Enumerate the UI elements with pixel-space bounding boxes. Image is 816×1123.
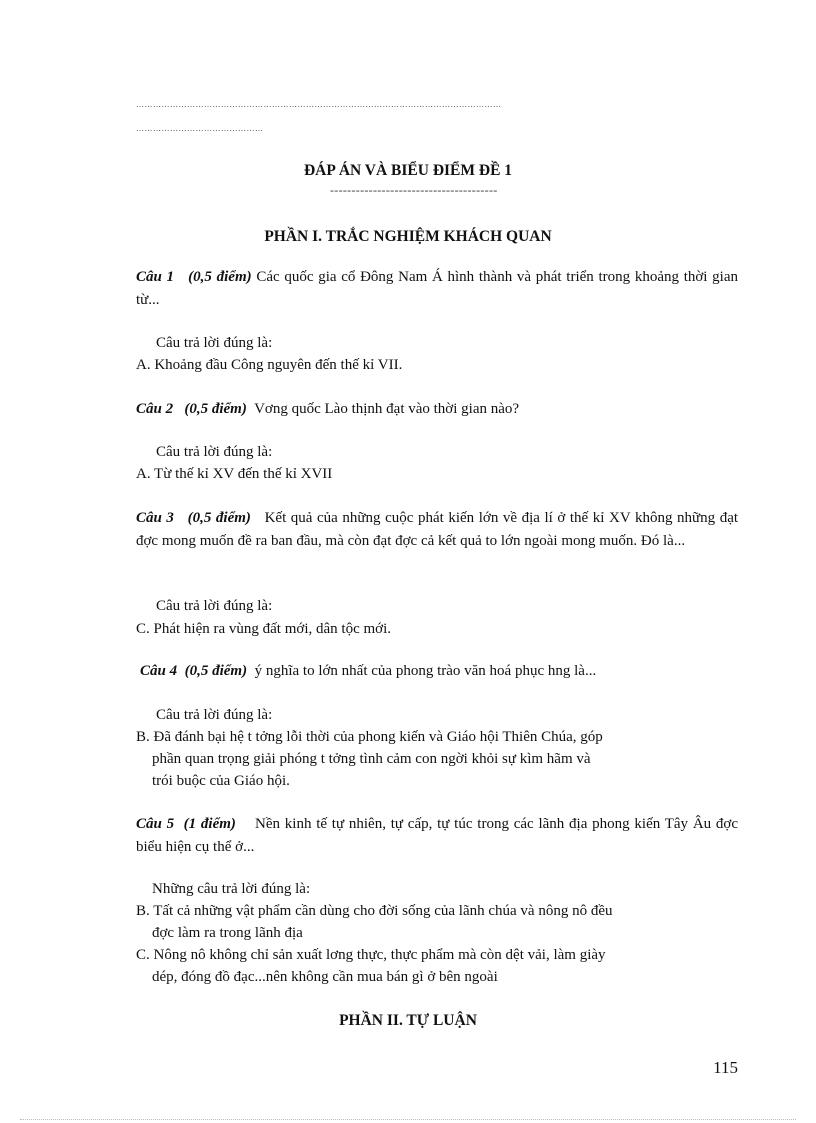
question-label: Câu 1 bbox=[136, 269, 175, 285]
answer-line: C. Nông nô không chỉ sản xuất lơng thực, thực phẩm mà còn dệt vải, làm giày bbox=[136, 947, 606, 963]
question-text: Vơng quốc Lào thịnh đạt vào thời gian nào? bbox=[254, 401, 520, 417]
part-2-heading: PHẦN II. TỰ LUẬN bbox=[339, 1012, 477, 1029]
question-label: Câu 4 bbox=[140, 663, 178, 679]
answer-line: B. Tất cả những vật phẩm cần dùng cho đời sống của lãnh chúa và nông nô đều bbox=[136, 903, 613, 919]
question-5 bbox=[136, 813, 738, 859]
question-label: Câu 3 bbox=[136, 510, 174, 526]
question-text: ý nghĩa to lớn nhất của phong trào văn hoá phục hng là... bbox=[254, 663, 597, 679]
question-points: (1 điểm) bbox=[183, 816, 236, 832]
answer-label: Câu trả lời đúng là: bbox=[156, 335, 273, 351]
answer-key-title: ĐÁP ÁN VÀ BIỂU ĐIỂM ĐỀ 1 bbox=[303, 162, 513, 179]
answer-line: A. Từ thế kỉ XV đến thế kỉ XVII bbox=[136, 466, 333, 482]
answer-line: phần quan trọng giải phóng t tởng tình cảm con ngời khỏi sự kìm hãm và bbox=[152, 751, 591, 767]
answer-label: Những câu trả lời đúng là: bbox=[152, 881, 311, 897]
question-label: Câu 2 bbox=[136, 401, 174, 417]
question-3 bbox=[136, 507, 738, 553]
question-points: (0,5 điểm) bbox=[184, 401, 247, 417]
page-number: 115 bbox=[713, 1058, 738, 1077]
question-points: (0,5 điểm) bbox=[187, 510, 251, 526]
answer-label: Câu trả lời đúng là: bbox=[156, 598, 273, 614]
question-label: Câu 5 bbox=[136, 816, 175, 832]
question-points: (0,5 điểm) bbox=[184, 663, 248, 679]
answer-line: dép, đóng đồ đạc...nên không cần mua bán gì ở bên ngoài bbox=[152, 969, 498, 985]
part-1-heading: PHẦN I. TRẮC NGHIỆM KHÁCH QUAN bbox=[264, 228, 552, 245]
question-points: (0,5 điểm) bbox=[188, 269, 252, 285]
dotted-fill-line: ………………………………………………………………………………………………………………… bbox=[136, 100, 502, 109]
page-bottom-rule bbox=[20, 1119, 796, 1120]
answer-line: A. Khoảng đầu Công nguyên đến thế kỉ VII. bbox=[136, 357, 403, 373]
answer-line: B. Đã đánh bại hệ t tởng lỗi thời của phong kiến và Giáo hội Thiên Chúa, góp bbox=[136, 729, 603, 745]
answer-label: Câu trả lời đúng là: bbox=[156, 707, 273, 723]
question-2 bbox=[136, 398, 738, 421]
answer-line: đợc làm ra trong lãnh địa bbox=[152, 925, 303, 941]
question-1 bbox=[136, 266, 738, 312]
answer-line: C. Phát hiện ra vùng đất mới, dân tộc mới. bbox=[136, 621, 391, 637]
question-text: Các quốc gia cổ Đông Nam Á hình thành và phát triển trong khoảng thời gian từ... bbox=[136, 269, 738, 308]
question-4 bbox=[140, 660, 742, 683]
answer-label: Câu trả lời đúng là: bbox=[156, 444, 273, 460]
title-rule: --------------------------------------- bbox=[330, 183, 498, 197]
dotted-fill-line: ……………………………………… bbox=[136, 124, 264, 133]
question-text: Nền kinh tế tự nhiên, tự cấp, tự túc trong các lãnh địa phong kiến Tây Âu đợc biểu hiện cụ thể ở... bbox=[136, 816, 739, 855]
question-text: Kết quả của những cuộc phát kiến lớn về địa lí ở thế kỉ XV không những đạt đợc mong muốn đề ra ban đầu, mà còn đạt đợc cả kết quả to lớn ngoài mong muốn. Đó là... bbox=[136, 510, 739, 549]
answer-line: trói buộc của Giáo hội. bbox=[152, 773, 290, 789]
